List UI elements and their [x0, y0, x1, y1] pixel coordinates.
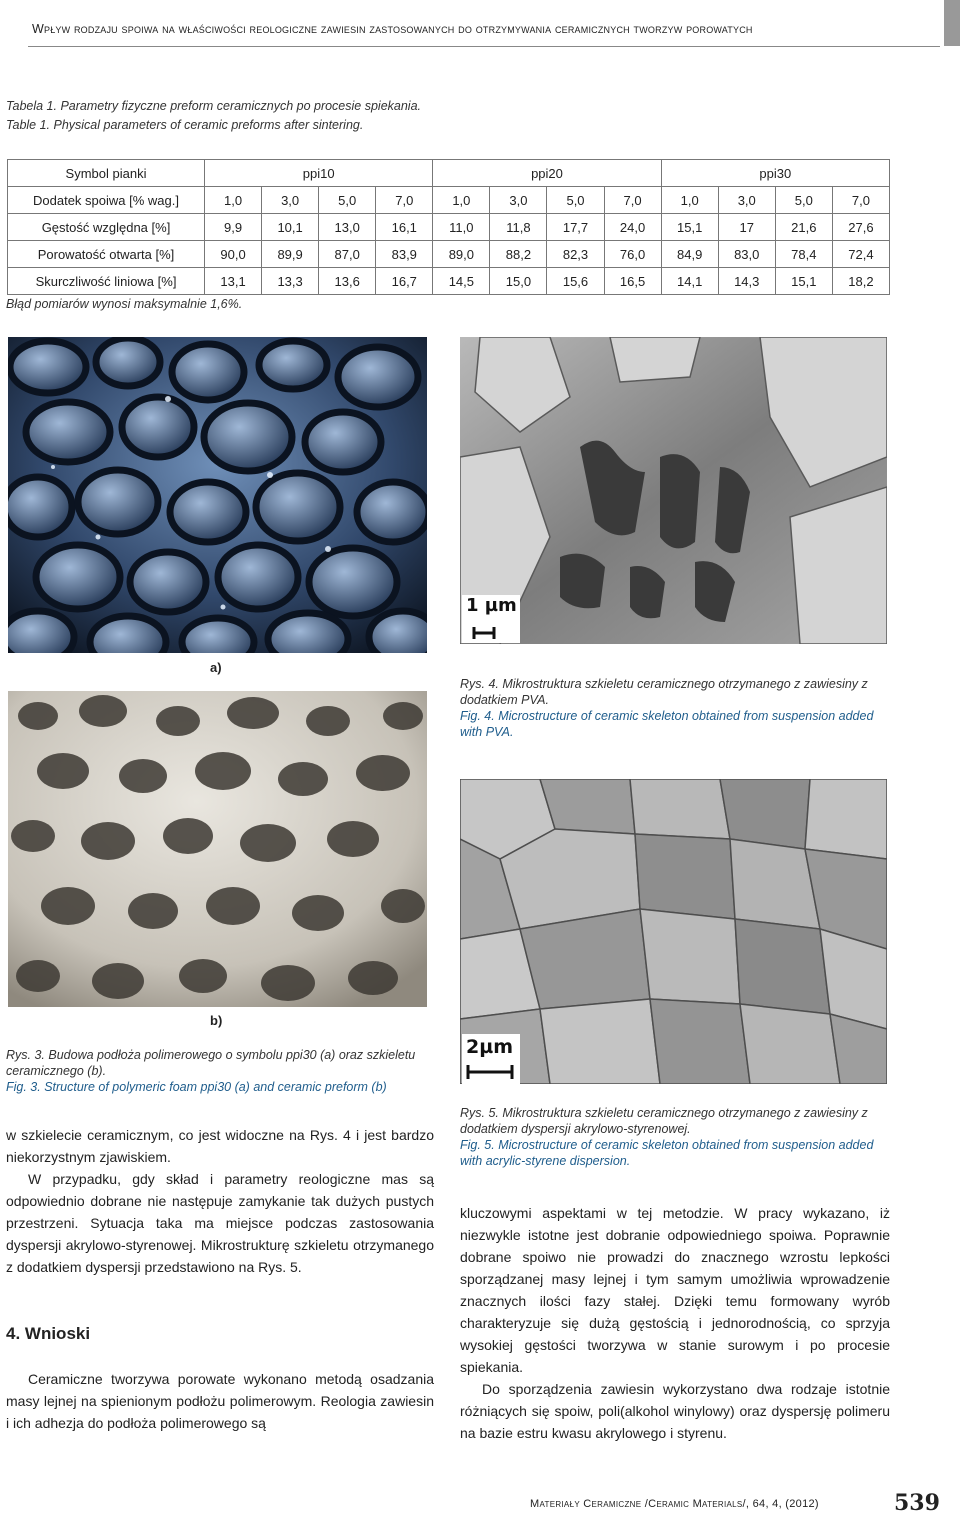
table-cell: 88,2	[490, 241, 547, 268]
table-cell: 14,5	[433, 268, 490, 295]
section-title-conclusions: 4. Wnioski	[6, 1324, 91, 1343]
table-cell: 27,6	[832, 214, 889, 241]
table-cell: 16,1	[376, 214, 433, 241]
figure3-caption-pl: Rys. 3. Budowa podłoża polimerowego o symbolu ppi30 (a) oraz szkieletu ceramicznego (b).	[6, 1048, 416, 1078]
table-cell: 7,0	[604, 187, 661, 214]
table-cell: 3,0	[262, 187, 319, 214]
table-header-row	[8, 160, 890, 187]
table-caption-en: Table 1. Physical parameters of ceramic preforms after sintering.	[6, 118, 364, 132]
table-group-header: ppi30	[661, 160, 889, 187]
table-cell: 11,0	[433, 214, 490, 241]
table-cell: 14,1	[661, 268, 718, 295]
figure5-scale-label: 2µm	[466, 1036, 513, 1058]
table-row-label: Porowatość otwarta [%]	[8, 241, 205, 268]
table-cell: 13,1	[205, 268, 262, 295]
table-caption-pl: Tabela 1. Parametry fizyczne preform ceramicznych po procesie spiekania.	[6, 99, 422, 113]
left-column-text-top	[6, 1124, 434, 1278]
header-rule	[28, 46, 940, 47]
table-cell: 1,0	[433, 187, 490, 214]
figure3-label-a: a)	[210, 660, 222, 675]
table-cell: 1,0	[205, 187, 262, 214]
table-cell: 13,3	[262, 268, 319, 295]
sem-micrograph-pva	[460, 337, 887, 644]
header-edge-tab	[944, 0, 960, 46]
table-cell: 89,9	[262, 241, 319, 268]
figure5-caption	[460, 1105, 892, 1169]
table-row	[8, 241, 890, 268]
figure4-scale-label: 1 µm	[466, 595, 517, 616]
journal-footer: Materiały Ceramiczne /Ceramic Materials/, 64, 4, (2012)	[530, 1498, 819, 1510]
table-header-label: Symbol pianki	[8, 160, 205, 187]
table-cell: 76,0	[604, 241, 661, 268]
page-number: 539	[894, 1490, 940, 1516]
parameters-table	[7, 159, 890, 295]
right-paragraph-1: kluczowymi aspektami w tej metodzie. W pracy wykazano, iż niezwykle istotne jest dobranie odpowiedniego spoiwa. Poprawnie dobrane spoiwo nie prowadzi do znacznego wzrostu lepkości sporządzanej masy lejnej i tym samym umożliwia wprowadzenie znacznych ilości fazy stałej. Dzięki temu formowany wyrób charakteryzuje się dużą gęstością i jednorodnością, co sprzyja wysokiej gęstości tworzywa w stanie surowym i po procesie spiekania.	[460, 1205, 890, 1375]
table-cell: 17	[718, 214, 775, 241]
table-cell: 24,0	[604, 214, 661, 241]
table-cell: 83,9	[376, 241, 433, 268]
table-cell: 5,0	[775, 187, 832, 214]
table-cell: 90,0	[205, 241, 262, 268]
table-cell: 14,3	[718, 268, 775, 295]
table-cell: 18,2	[832, 268, 889, 295]
table-cell: 9,9	[205, 214, 262, 241]
table-row-label: Skurczliwość liniowa [%]	[8, 268, 205, 295]
sem-micrograph-acrylic-styrene	[460, 779, 887, 1084]
table-cell: 89,0	[433, 241, 490, 268]
table-cell: 3,0	[718, 187, 775, 214]
figure5-scale-box	[462, 1034, 520, 1084]
table-note: Błąd pomiarów wynosi maksymalnie 1,6%.	[6, 297, 243, 311]
table-cell: 7,0	[832, 187, 889, 214]
table-cell: 5,0	[319, 187, 376, 214]
table-cell: 82,3	[547, 241, 604, 268]
table-cell: 83,0	[718, 241, 775, 268]
left-paragraph-3: Ceramiczne tworzywa porowate wykonano metodą osadzania masy lejnej na spienionym podłożu polimerowym. Reologia zawiesin i ich adhezja do podłoża polimerowego są	[6, 1371, 434, 1431]
right-paragraph-2: Do sporządzenia zawiesin wykorzystano dwa rodzaje istotnie różniących się spoiw, poli(alkohol winylowy) oraz dyspersję polimeru na bazie estru kwasu akrylowego i styrenu.	[460, 1381, 890, 1441]
table-cell: 72,4	[832, 241, 889, 268]
table-cell: 15,1	[775, 268, 832, 295]
figure4-caption	[460, 676, 892, 740]
left-paragraph-2: W przypadku, gdy skład i parametry reologiczne mas są odpowiednio dobrane nie następuje zamykanie tak dużych pustych przestrzeni. Sytuacja taka ma miejsce podczas zastosowania dyspersji akrylowo-styrenowej. Mikrostrukturę szkieletu otrzymanego z dodatkiem dyspersji przedstawiono na Rys. 5.	[6, 1171, 434, 1275]
table-row-label: Gęstość względna [%]	[8, 214, 205, 241]
table-cell: 3,0	[490, 187, 547, 214]
polymer-foam-photo	[8, 337, 427, 653]
running-header-title: Wpływ rodzaju spoiwa na właściwości reologiczne zawiesin zastosowanych do otrzymywania ceramicznych tworzyw porowatych	[32, 22, 753, 36]
table-cell: 16,5	[604, 268, 661, 295]
table-cell: 10,1	[262, 214, 319, 241]
figure3-caption	[6, 1047, 436, 1095]
table-group-header: ppi20	[433, 160, 661, 187]
table-cell: 1,0	[661, 187, 718, 214]
right-column-text	[460, 1202, 890, 1444]
left-column-text-bottom	[6, 1368, 434, 1434]
table-cell: 13,6	[319, 268, 376, 295]
figure4-caption-pl: Rys. 4. Mikrostruktura szkieletu ceramicznego otrzymanego z zawiesiny z dodatkiem PVA.	[460, 677, 868, 707]
table-cell: 21,6	[775, 214, 832, 241]
table-row	[8, 187, 890, 214]
table-cell: 16,7	[376, 268, 433, 295]
figure4-caption-en: Fig. 4. Microstructure of ceramic skeleton obtained from suspension added with PVA.	[460, 709, 874, 739]
table-row	[8, 214, 890, 241]
table-cell: 78,4	[775, 241, 832, 268]
table-cell: 13,0	[319, 214, 376, 241]
table-cell: 15,1	[661, 214, 718, 241]
table-cell: 15,6	[547, 268, 604, 295]
table-cell: 7,0	[376, 187, 433, 214]
figure5-caption-pl: Rys. 5. Mikrostruktura szkieletu ceramicznego otrzymanego z zawiesiny z dodatkiem dyspersji akrylowo-styrenowej.	[460, 1106, 868, 1136]
table-row	[8, 268, 890, 295]
table-cell: 15,0	[490, 268, 547, 295]
figure5-caption-en: Fig. 5. Microstructure of ceramic skeleton obtained from suspension added with acrylic-styrene dispersion.	[460, 1138, 874, 1168]
table-cell: 5,0	[547, 187, 604, 214]
table-cell: 87,0	[319, 241, 376, 268]
figure3-label-b: b)	[210, 1013, 223, 1028]
scale-bar-icon	[462, 1062, 520, 1082]
table-cell: 84,9	[661, 241, 718, 268]
table-group-header: ppi10	[205, 160, 433, 187]
table-cell: 17,7	[547, 214, 604, 241]
left-paragraph-1: w szkielecie ceramicznym, co jest widoczne na Rys. 4 i jest bardzo niekorzystnym zjawiskiem.	[6, 1127, 434, 1165]
ceramic-preform-photo	[8, 691, 427, 1007]
table-row-label: Dodatek spoiwa [% wag.]	[8, 187, 205, 214]
figure3-caption-en: Fig. 3. Structure of polymeric foam ppi30 (a) and ceramic preform (b)	[6, 1080, 387, 1094]
table-cell: 11,8	[490, 214, 547, 241]
